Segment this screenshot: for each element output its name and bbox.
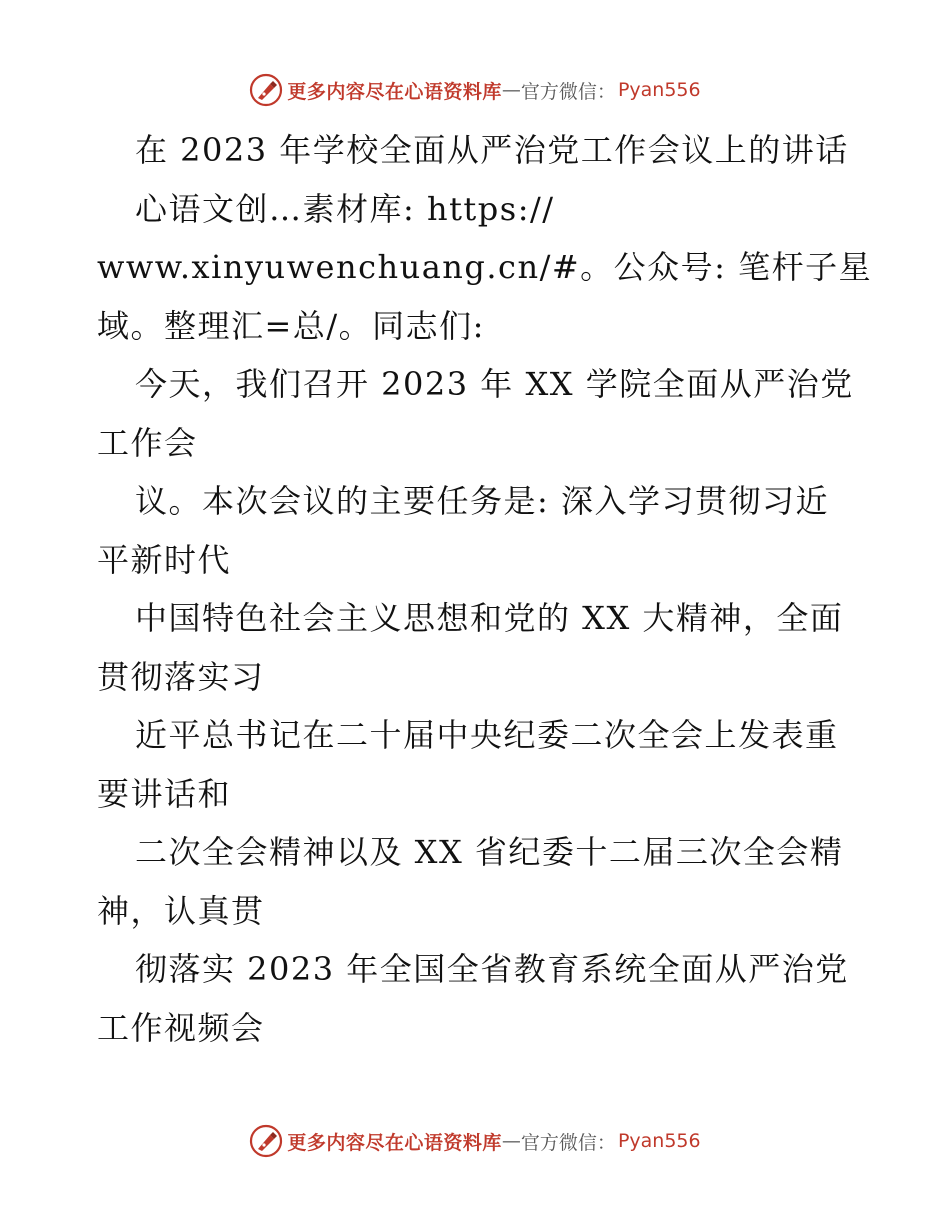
banner-wechat-label: 官方微信： <box>520 80 616 103</box>
text-line: 今天，我们召开 2023 年 XX 学院全面从严治党 <box>135 365 854 403</box>
text-line: 工作视频会 <box>97 1008 265 1047</box>
text-line: 神，认真贯 <box>97 891 265 930</box>
text-line: 近平总书记在二十届中央纪委二次全会上发表重 <box>135 716 839 754</box>
text-line: 议。本次会议的主要任务是: 深入学习贯彻习近 <box>135 482 829 520</box>
banner-wechat-id: Pyan556 <box>617 1130 701 1152</box>
banner-main-text: 更多内容尽在心语资料库 <box>287 1131 502 1154</box>
text-line: 中国特色社会主义思想和党的 XX 大精神，全面 <box>135 599 844 637</box>
header-banner <box>0 70 950 110</box>
banner-main-text: 更多内容尽在心语资料库 <box>287 80 502 103</box>
text-line: 工作会 <box>97 423 198 462</box>
text-line: 域。整理汇=总/。同志们: <box>97 306 485 345</box>
banner-separator: — <box>501 79 521 101</box>
text-line: 二次全会精神以及 XX 省纪委十二届三次全会精 <box>135 833 844 871</box>
banner-wechat-id: Pyan556 <box>617 79 701 101</box>
text-line: 平新时代 <box>97 540 232 579</box>
banner-separator: — <box>501 1130 521 1152</box>
document-body <box>97 121 887 1057</box>
text-line: www.xinyuwenchuang.cn/#。公众号: 笔杆子星 <box>97 248 873 286</box>
text-line: 彻落实 2023 年全国全省教育系统全面从严治党 <box>135 950 849 988</box>
text-line: 心语文创…素材库: https:// <box>135 189 555 228</box>
document-title-line: 在 2023 年学校全面从严治党工作会议上的讲话 <box>135 131 849 169</box>
text-line: 贯彻落实习 <box>97 657 265 696</box>
footer-banner <box>0 1121 950 1161</box>
text-line: 要讲话和 <box>97 774 232 813</box>
pen-nib-logo-icon <box>249 1124 283 1158</box>
banner-wechat-label: 官方微信： <box>520 1131 616 1154</box>
pen-nib-logo-icon <box>249 73 283 107</box>
